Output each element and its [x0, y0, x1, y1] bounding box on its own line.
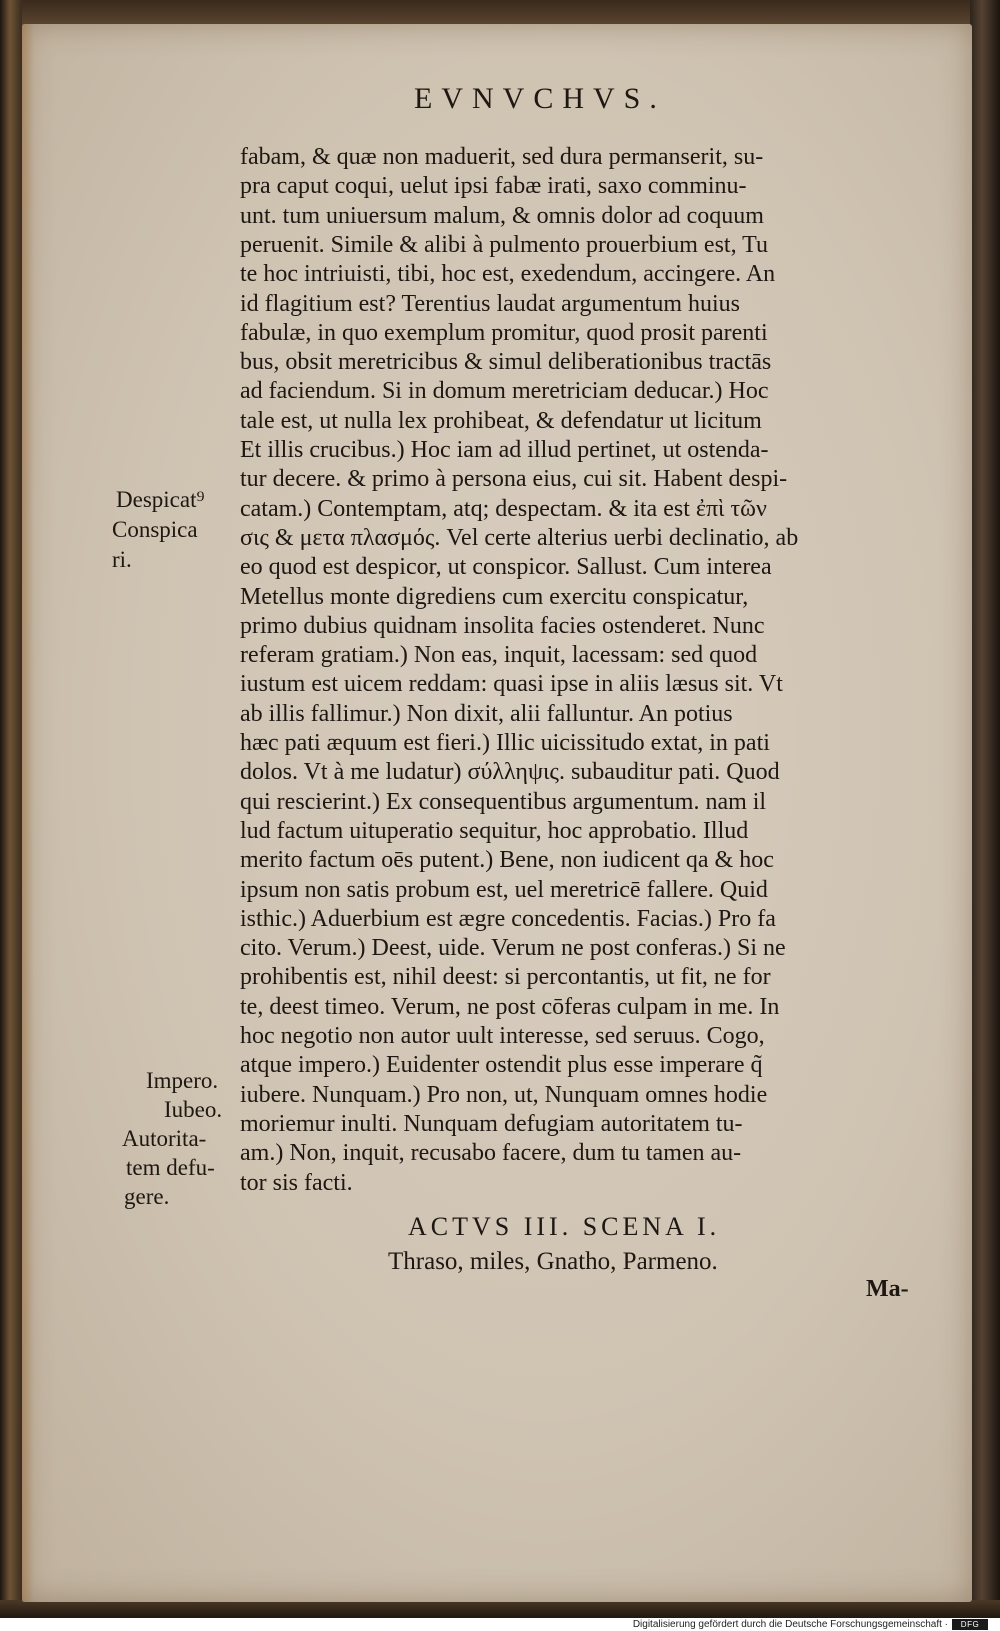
book-cover-top-edge: [0, 0, 1000, 26]
text-line: eo quod est despicor, ut conspicor. Sallust. Cum interea: [240, 554, 772, 580]
text-line: merito factum oēs putent.) Bene, non iudicent qa & hoc: [240, 847, 774, 873]
book-cover-left-edge: [0, 0, 22, 1618]
text-line: qui rescierint.) Ex consequentibus argumentum. nam il: [240, 789, 767, 815]
text-line: prohibentis est, nihil deest: si percontantis, ut fit, ne for: [240, 964, 771, 990]
text-line: iubere. Nunquam.) Pro non, ut, Nunquam omnes hodie: [240, 1082, 768, 1108]
text-line: unt. tum uniuersum malum, & omnis dolor ad coquum: [240, 203, 764, 229]
text-line: fabam, & quæ non maduerit, sed dura permanserit, su-: [240, 144, 764, 170]
text-line: tur decere. & primo à persona eius, cui sit. Habent despi-: [240, 466, 788, 492]
margin-note: Autorita-: [122, 1126, 207, 1151]
page-gutter-shadow: [22, 24, 34, 1602]
margin-note: tem defu-: [126, 1155, 215, 1180]
text-line: cito. Verum.) Deest, uide. Verum ne post conferas.) Si ne: [240, 935, 786, 961]
text-line: te hoc intriuisti, tibi, hoc est, exedendum, accingere. An: [240, 261, 776, 287]
text-line: iustum est uicem reddam: quasi ipse in aliis læsus sit. Vt: [240, 671, 783, 697]
margin-note: gere.: [124, 1184, 170, 1209]
text-line: atque impero.) Euidenter ostendit plus esse imperare q̃: [240, 1052, 763, 1078]
commentary-text: [240, 142, 940, 1242]
act-scene-heading: ACTVS III. SCENA I.: [408, 1212, 721, 1241]
margin-note: ri.: [112, 547, 132, 572]
running-head: EVNVCHVS.: [414, 82, 666, 115]
text-line: primo dubius quidnam insolita facies ostenderet. Nunc: [240, 613, 765, 639]
text-line: referam gratiam.) Non eas, inquit, lacessam: sed quod: [240, 642, 758, 668]
text-line: am.) Non, inquit, recusabo facere, dum tu tamen au-: [240, 1140, 742, 1166]
margin-note: Despicat⁹: [116, 487, 205, 512]
text-line: σις & μετα πλασμός. Vel certe alterius uerbi declinatio, ab: [240, 525, 799, 551]
text-line: Metellus monte digrediens cum exercitu conspicatur,: [240, 584, 749, 610]
scene-characters: Thraso, miles, Gnatho, Parmeno.: [388, 1248, 718, 1275]
dfg-logo: DFG: [952, 1619, 988, 1630]
text-line: ad faciendum. Si in domum meretriciam deducar.) Hoc: [240, 378, 769, 404]
text-line: ab illis fallimur.) Non dixit, alii falluntur. An potius: [240, 701, 733, 727]
text-line: Et illis crucibus.) Hoc iam ad illud pertinet, ut ostenda-: [240, 437, 769, 463]
text-line: isthic.) Aduerbium est ægre concedentis. Facias.) Pro fa: [240, 906, 776, 932]
text-line: tale est, ut nulla lex prohibeat, & defendatur ut licitum: [240, 408, 762, 434]
text-line: catam.) Contemptam, atq; despectam. & ita est ἐπὶ τῶν: [240, 496, 767, 522]
text-line: ipsum non satis probum est, uel meretricē fallere. Quid: [240, 877, 768, 903]
text-line: hoc negotio non autor uult interesse, sed seruus. Cogo,: [240, 1023, 765, 1049]
margin-note: Conspica: [112, 517, 198, 542]
text-line: tor sis facti.: [240, 1170, 353, 1196]
margin-note: Iubeo.: [164, 1097, 223, 1122]
text-line: dolos. Vt à me ludatur) σύλληψις. subauditur pati. Quod: [240, 759, 780, 785]
text-line: pra caput coqui, uelut ipsi fabæ irati, saxo comminu-: [240, 173, 747, 199]
text-line: lud factum uituperatio sequitur, hoc approbatio. Illud: [240, 818, 749, 844]
text-line: fabulæ, in quo exemplum promitur, quod prosit parenti: [240, 320, 768, 346]
text-line: id flagitium est? Terentius laudat argumentum huius: [240, 291, 741, 317]
catchword: Ma-: [866, 1276, 909, 1302]
book-cover-right-edge: [970, 0, 1000, 1618]
text-line: te, deest timeo. Verum, ne post cōferas culpam in me. In: [240, 994, 780, 1020]
book-cover-bottom-edge: [0, 1600, 1000, 1618]
text-line: bus, obsit meretricibus & simul deliberationibus tractās: [240, 349, 772, 375]
funding-credit: Digitalisierung gefördert durch die Deutsche Forschungsgemeinschaft ·: [632, 1619, 948, 1630]
text-line: hæc pati æquum est fieri.) Illic uicissitudo extat, in pati: [240, 730, 770, 756]
margin-note: Impero.: [146, 1068, 219, 1093]
digitization-footer: [0, 1618, 1000, 1631]
text-line: peruenit. Simile & alibi à pulmento prouerbium est, Tu: [240, 232, 768, 258]
text-line: moriemur inulti. Nunquam defugiam autoritatem tu-: [240, 1111, 743, 1137]
